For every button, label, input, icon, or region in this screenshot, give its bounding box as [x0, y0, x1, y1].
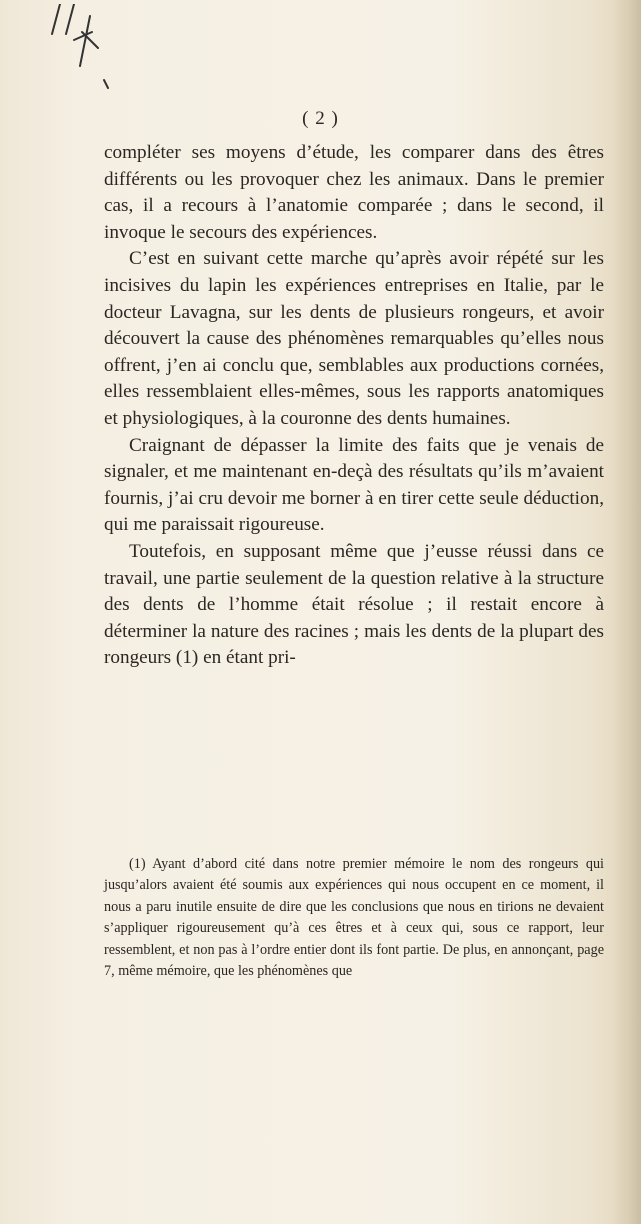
- footnote-text: (1) Ayant d’abord cité dans notre premier mémoire le nom des rongeurs qui jusqu’alors avaient été soumis aux expériences qui nous occupent en ce moment, il nous a paru inutile ensuite de dire que les conclusions que nous en tirions ne devaient s’appliquer rigoureusement qu’à ces êtres et à ceux qui, sous ce rapport, leur ressemblent, et non pas à l’ordre entier dont ils font partie. De plus, en annonçant, page 7, même mémoire, que les phénomènes que: [104, 856, 604, 980]
- paragraph-2: C’est en suivant cette marche qu’après avoir répété sur les incisives du lapin les expériences entreprises en Italie, par le docteur Lavagna, sur les dents de plusieurs rongeurs, et avoir découvert la cause des phénomènes remarquables qu’elles nous offrent, j’en ai conclu que, semblables aux productions cornées, elles ressemblaient elles-mêmes, sous les rapports anatomiques et physiologiques, à la couronne des dents humaines.: [104, 248, 604, 429]
- footnote: [104, 854, 604, 982]
- body-text: [104, 140, 604, 672]
- paragraph-4: Toutefois, en supposant même que j’eusse réussi dans ce travail, une partie seulement de la question relative à la structure des dents de l’homme était résolue ; il restait encore à déterminer la nature des racines ; mais les dents de la plupart des rongeurs (1) en étant pri-: [104, 540, 604, 669]
- paragraph-3: Craignant de dépasser la limite des faits que je venais de signaler, et me maintenant en-deçà des résultats qu’ils m’avaient fournis, j’ai cru devoir me borner à en tirer cette seule déduction, qui me paraissait rigoureuse.: [104, 434, 604, 536]
- paragraph-1: compléter ses moyens d’étude, les comparer dans des êtres différents ou les provoquer chez les animaux. Dans le premier cas, il a recours à l’anatomie comparée ; dans le second, il invoque le secours des expériences.: [104, 142, 604, 243]
- page-edge-shadow: [611, 0, 641, 1224]
- ink-scrawl-mark: [30, 4, 120, 94]
- page-number: ( 2 ): [302, 108, 339, 129]
